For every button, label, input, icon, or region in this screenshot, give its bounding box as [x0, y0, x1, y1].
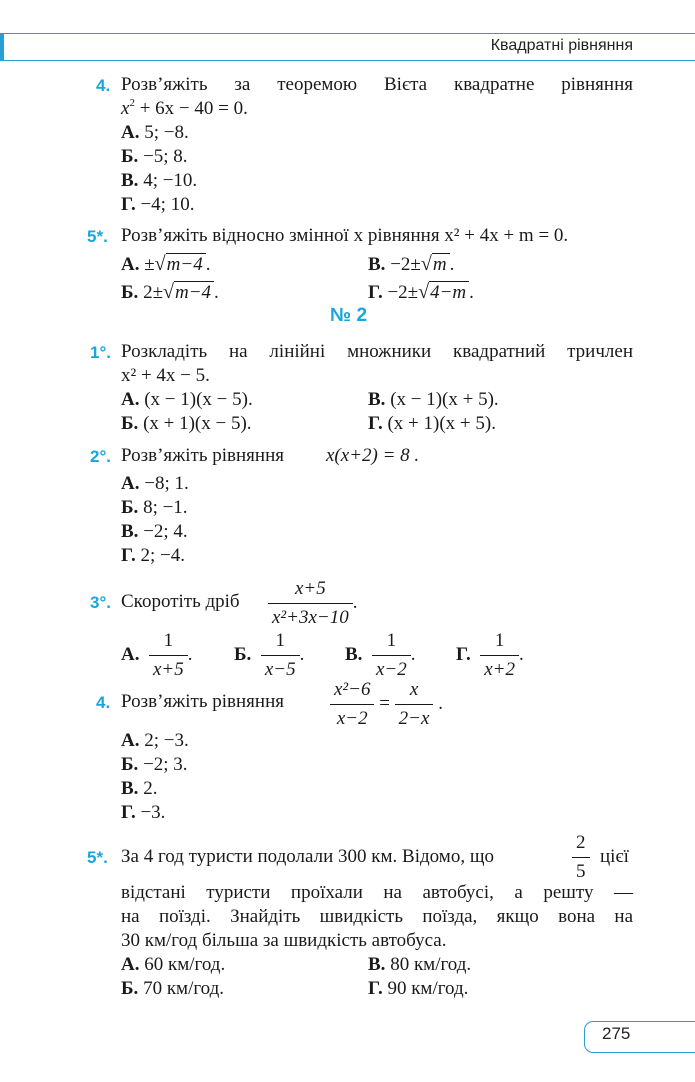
problem-text: Скоротіть дріб: [121, 591, 240, 612]
problem-text: Розкладіть на лінійні множники квадратний тричлен: [121, 341, 633, 362]
answer-option[interactable]: Г. 2; −4.: [121, 545, 185, 566]
header-accent: [0, 33, 4, 61]
answer-option[interactable]: Б. $\frac{1}{x-5}$ .: [234, 630, 305, 680]
answer-option[interactable]: Б. 2±√m−4 .: [121, 281, 219, 303]
answer-option[interactable]: В. 4; −10.: [121, 170, 198, 191]
answer-option[interactable]: А. 2; −3.: [121, 730, 189, 751]
problem-number: 1°.: [90, 343, 111, 362]
page-number-tab: [584, 1021, 695, 1053]
answer-option[interactable]: Г. −3.: [121, 802, 166, 823]
section-heading: № 2: [330, 305, 368, 326]
answer-option[interactable]: А. ±√m−4 .: [121, 253, 211, 275]
answer-option[interactable]: Б. (x + 1)(x − 5).: [121, 413, 252, 434]
answer-option[interactable]: Г. (x + 1)(x + 5).: [368, 413, 496, 434]
answer-option[interactable]: В. −2; 4.: [121, 521, 188, 542]
answer-option[interactable]: Г. −4; 10.: [121, 194, 195, 215]
answer-option[interactable]: А. $\frac{1}{x+5}$ .: [121, 630, 193, 680]
problem-text: відстані туристи проїхали на автобусі, а решту —: [121, 882, 633, 903]
answer-option[interactable]: В. 80 км/год.: [368, 954, 472, 975]
answer-option[interactable]: В. −2±√m .: [368, 253, 455, 275]
fraction-expression: $\frac{x+5}{\text{x²+3x−10}}$ .: [268, 577, 357, 630]
problem-equation: $x^2 + 6x - 40 = 0$.: [121, 97, 248, 119]
fraction-expression: $\frac{2}{5}$: [572, 831, 590, 884]
answer-option[interactable]: В. (x − 1)(x + 5).: [368, 389, 499, 410]
problem-number: 5*.: [87, 227, 108, 246]
problem-equation: x² + 4x − 5.: [121, 365, 210, 386]
problem-text: Розв’яжіть за теоремою Вієта квадратне рівняння: [121, 74, 633, 95]
answer-option[interactable]: Б. −2; 3.: [121, 754, 188, 775]
answer-option[interactable]: Б. 70 км/год.: [121, 978, 225, 999]
problem-number: 3°.: [90, 593, 111, 612]
problem-text: 30 км/год більша за швидкість автобуса.: [121, 930, 447, 951]
answer-option[interactable]: Б. 8; −1.: [121, 497, 188, 518]
answer-option[interactable]: Г. 90 км/год.: [368, 978, 469, 999]
problem-text: Розв’яжіть рівняння: [121, 445, 284, 466]
answer-option[interactable]: Г. $\frac{1}{x+2}$ .: [456, 630, 524, 680]
problem-text: Розв’яжіть рівняння: [121, 691, 284, 712]
answer-option[interactable]: А. −8; 1.: [121, 473, 189, 494]
answer-option[interactable]: В. 2.: [121, 778, 158, 799]
page-number: 275: [602, 1024, 631, 1043]
problem-number: 5*.: [87, 848, 108, 867]
answer-option[interactable]: В. $\frac{1}{x-2}$ .: [345, 630, 416, 680]
problem-number: 4.: [96, 693, 111, 712]
problem-text: цієї: [600, 846, 629, 867]
answer-option[interactable]: Б. −5; 8.: [121, 146, 188, 167]
answer-option[interactable]: А. (x − 1)(x − 5).: [121, 389, 253, 410]
problem-equation: x(x+2) = 8 .: [326, 445, 420, 466]
problem-number: 2°.: [90, 447, 111, 466]
problem-text: Розв’яжіть відносно змінної x рівняння x² + 4x + m = 0.: [121, 225, 569, 246]
problem-equation: $\frac{\text{x²−6}}{x-2}$ = $\frac{x}{2-x}$ .: [330, 678, 443, 731]
problem-number: 4.: [96, 76, 111, 95]
answer-option[interactable]: А. 5; −8.: [121, 122, 189, 143]
chapter-title: Квадратні рівняння: [490, 37, 633, 54]
answer-option[interactable]: Г. −2±√4−m .: [368, 281, 474, 303]
problem-text: на поїзді. Знайдіть швидкість поїзда, якщо вона на: [121, 906, 633, 927]
problem-text: За 4 год туристи подолали 300 км. Відомо, що: [121, 846, 494, 867]
answer-option[interactable]: А. 60 км/год.: [121, 954, 226, 975]
